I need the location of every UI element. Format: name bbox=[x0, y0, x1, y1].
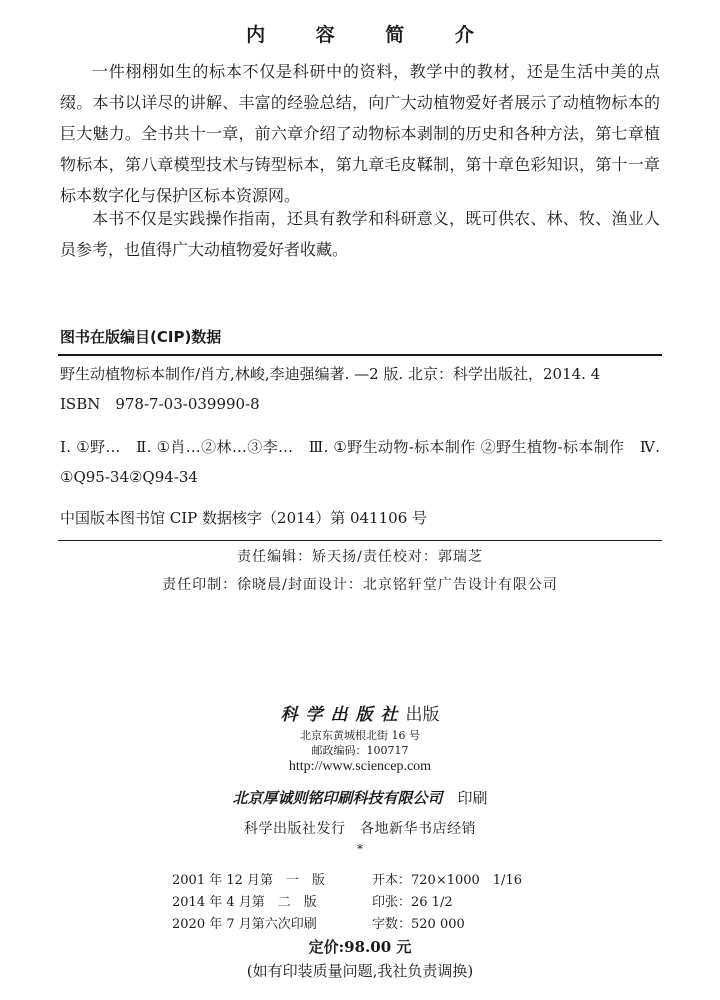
cip-record-number: 中国版本图书馆 CIP 数据核字（2014）第 041106 号 bbox=[60, 509, 428, 527]
spec-line: 开本：720×1000 1/16 bbox=[372, 873, 522, 888]
intro-paragraph-1 bbox=[60, 56, 660, 211]
cip-heading: 图书在版编目(CIP)数据 bbox=[60, 328, 222, 346]
cip-classification: Ⅰ. ①野… Ⅱ. ①肖…②林…③李… Ⅲ. ①野生动物-标本制作 ②野生植物-标本制作 Ⅳ. ①Q95-34②Q94-34 bbox=[60, 438, 660, 486]
cip-isbn: ISBN 978-7-03-039990-8 bbox=[60, 395, 260, 413]
quality-notice: (如有印装质量问题,我社负责调换) bbox=[246, 962, 474, 980]
price: 定价:98.00 元 bbox=[308, 938, 412, 956]
separator-star: * bbox=[357, 842, 363, 856]
edition-history bbox=[172, 870, 372, 936]
cip-top-rule bbox=[58, 354, 662, 356]
intro-paragraph-2-text: 本书不仅是实践操作指南，还具有教学和科研意义，既可供农、林、牧、渔业人员参考，也值得广大动植物爱好者收藏。 bbox=[60, 209, 660, 259]
cip-catalog-line: 野生动植物标本制作/肖方,林峻,李迪强编著. —2 版. 北京：科学出版社，2014. 4 bbox=[60, 365, 601, 383]
printer-brand: 北京厚诚则铭印刷科技有限公司 bbox=[232, 789, 443, 807]
page-title: 内 容 简 介 bbox=[246, 24, 496, 46]
edition-line: 2020 年 7 月第六次印刷 bbox=[172, 917, 317, 932]
edition-line: 2014 年 4 月第 二 版 bbox=[172, 895, 317, 910]
publisher-line bbox=[0, 700, 720, 725]
printer-suffix: 印刷 bbox=[457, 789, 488, 807]
intro-paragraph-2 bbox=[60, 203, 660, 265]
publisher-suffix: 出版 bbox=[405, 705, 440, 725]
publisher-address: 北京东黄城根北街 16 号 bbox=[300, 729, 420, 742]
distribution-line: 科学出版社发行 各地新华书店经销 bbox=[244, 821, 476, 837]
intro-paragraph-1-text: 一件栩栩如生的标本不仅是科研中的资料，教学中的教材，还是生活中美的点缀。本书以详尽的讲解、丰富的经验总结，向广大动植物爱好者展示了动植物标本的巨大魅力。全书共十一章，前六章介绍了动物标本剥制的历史和各种方法，第七章植物标本，第八章模型技术与铸型标本，第九章毛皮鞣制，第十章色彩知识，第十一章标本数字化与保护区标本资源网。 bbox=[60, 62, 660, 205]
publisher-brand: 科学出版社 bbox=[280, 705, 406, 725]
editor-credits: 责任编辑：矫天扬/责任校对：郭瑞芝 bbox=[237, 549, 483, 565]
edition-line: 2001 年 12 月第 一 版 bbox=[172, 873, 326, 888]
production-credits: 责任印制：徐晓晨/封面设计：北京铭轩堂广告设计有限公司 bbox=[162, 577, 558, 593]
book-specs bbox=[372, 870, 592, 936]
publisher-postcode: 邮政编码：100717 bbox=[311, 744, 409, 757]
spec-line: 印张：26 1/2 bbox=[372, 895, 453, 910]
publisher-url: http://www.sciencep.com bbox=[288, 759, 432, 774]
spec-line: 字数：520 000 bbox=[372, 917, 465, 932]
cip-bottom-rule bbox=[58, 540, 662, 541]
printer-line bbox=[0, 787, 720, 808]
